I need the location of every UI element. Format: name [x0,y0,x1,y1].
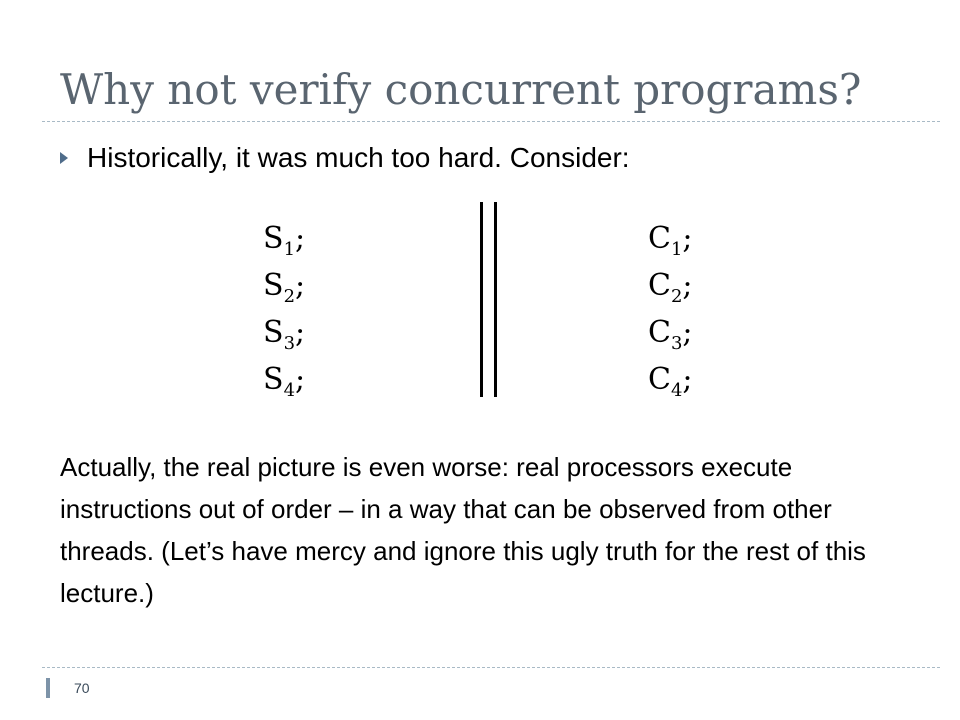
slide-title: Why not verify concurrent programs? [60,65,862,114]
footer-divider [42,667,940,668]
code-line-s4: $S_4$; [263,362,306,401]
parallel-bar-right [494,202,497,397]
code-line-s2: $S_2$; [263,268,306,307]
code-line-s1: $S_1$; [263,221,306,260]
code-line-s3: $S_3$; [263,315,306,354]
body-paragraph: Actually, the real picture is even worse: real processors execute instructions out of order – in a way that can be observed from other threads. (Let’s have mercy and ignore this ugly truth for the rest of this lecture.) [60,452,866,608]
code-line-c1: $C_1$; [648,221,693,260]
page-marker-icon [46,678,50,698]
title-divider [42,121,940,122]
page-number: 70 [74,680,90,696]
right-thread-code [648,215,693,403]
code-line-c4: $C_4$; [648,362,693,401]
code-line-c3: $C_3$; [648,315,693,354]
left-thread-code [263,215,305,403]
code-line-c2: $C_2$; [648,268,693,307]
bullet-text: Historically, it was much too hard. Consider: [87,142,630,173]
bullet-item [60,136,630,180]
parallel-bar-left [480,202,483,397]
triangle-bullet-icon [60,152,68,164]
